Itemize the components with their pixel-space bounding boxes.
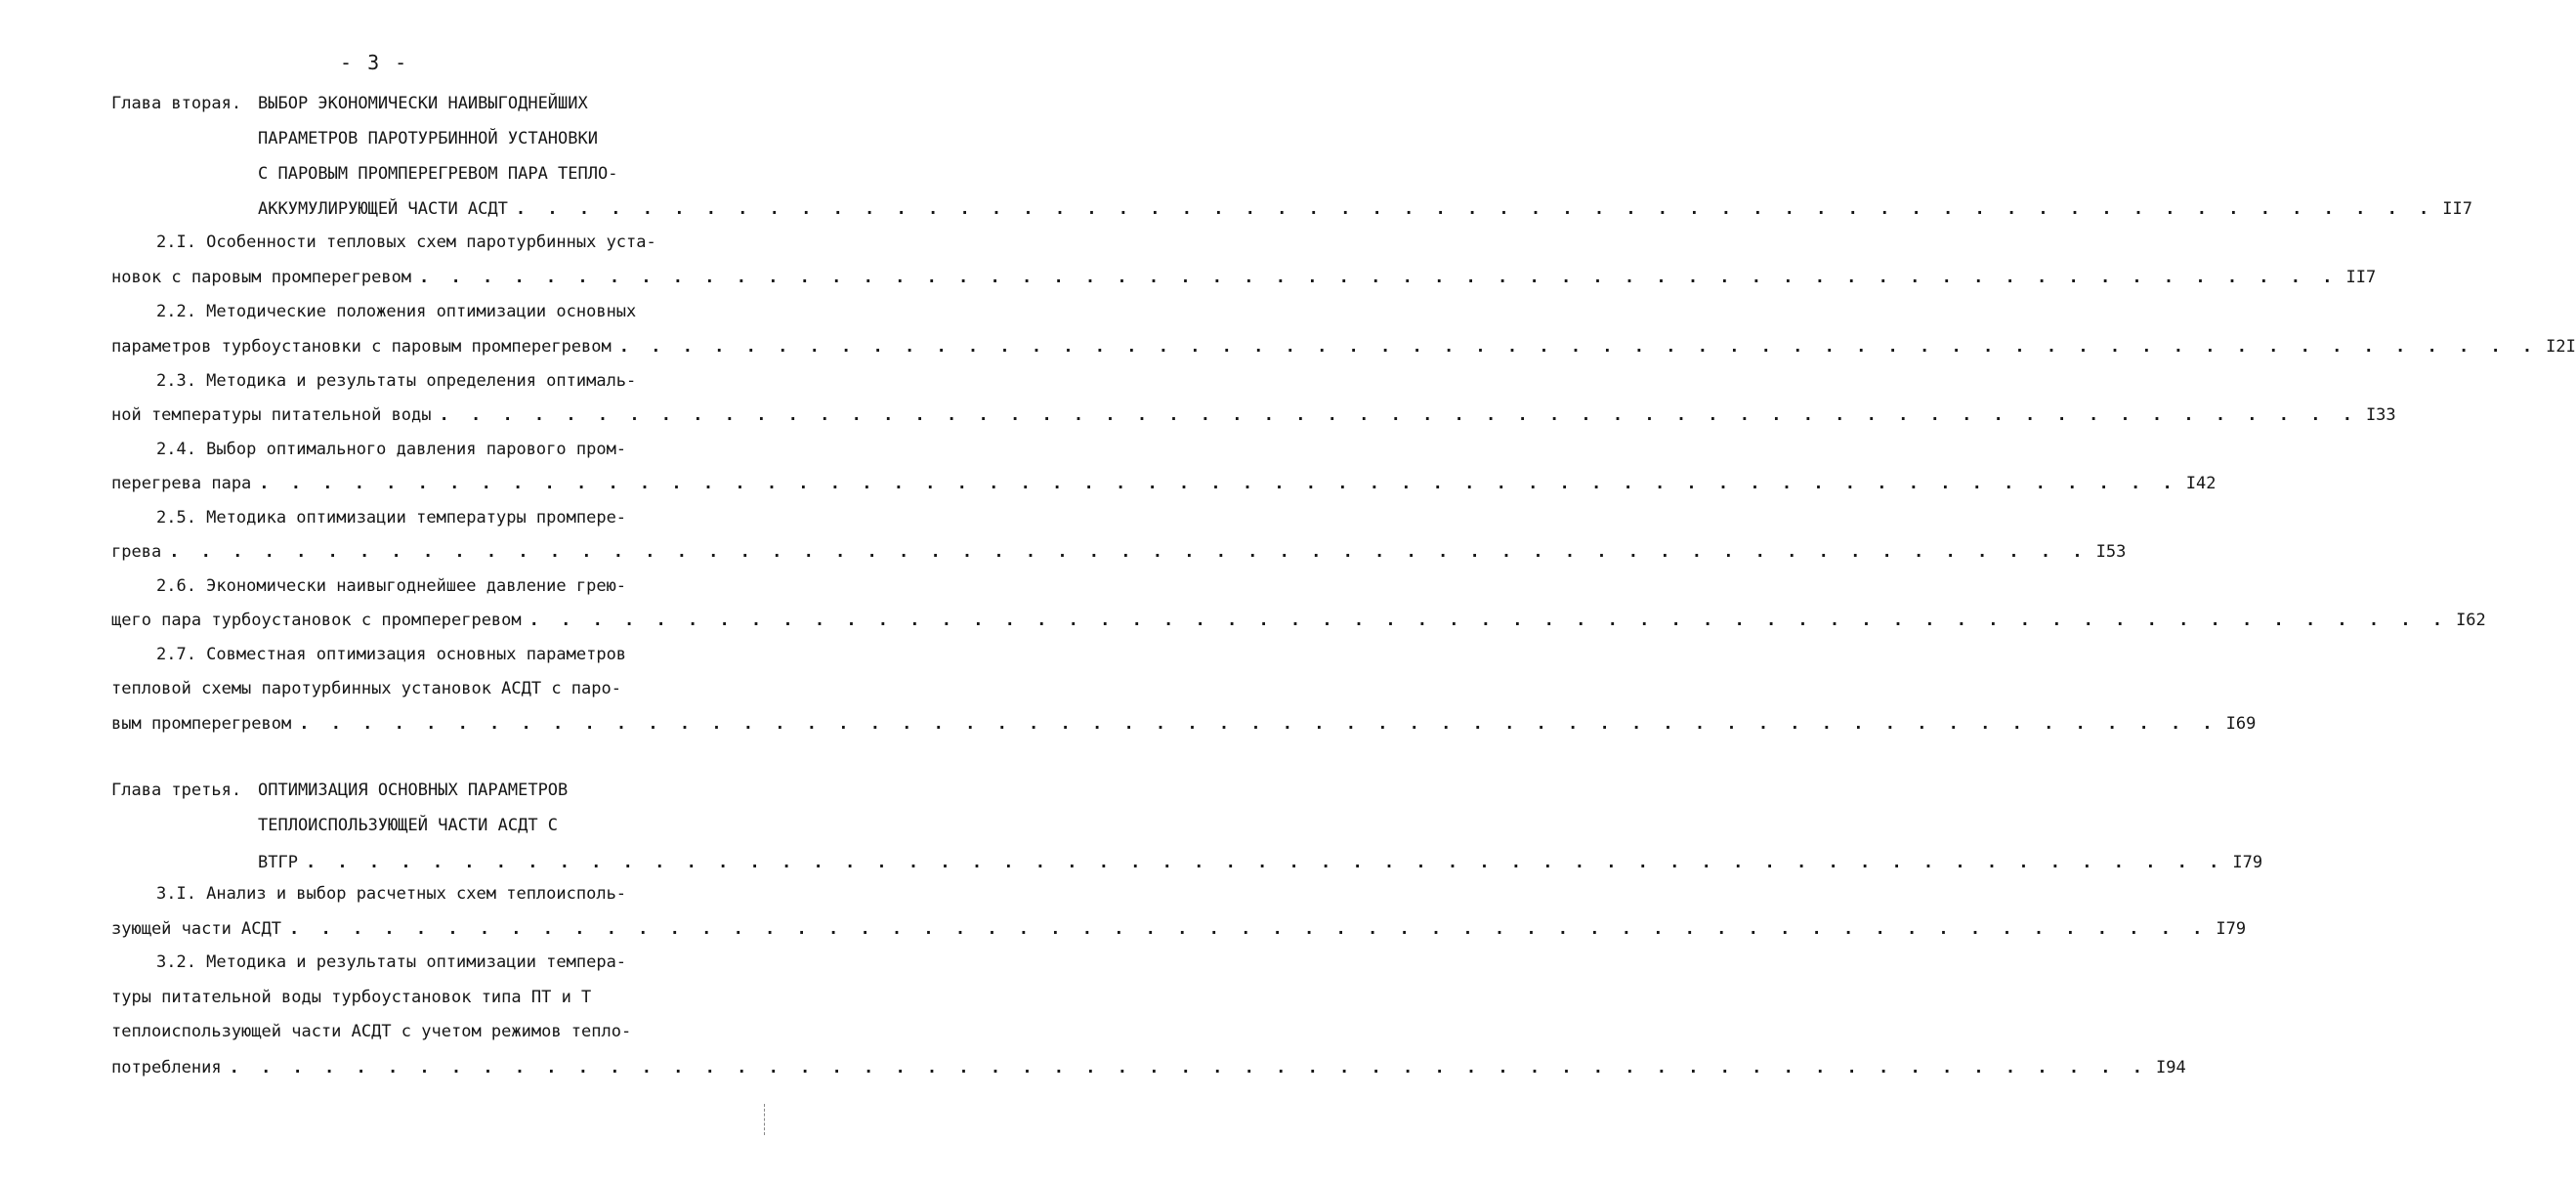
section-3-1-entry [111,917,2247,941]
chapter3-title-line-2: ТЕПЛОИСПОЛЬЗУЮЩЕЙ ЧАСТИ АСДТ С [258,816,559,835]
chapter2-label: Глава вторая. [111,94,242,113]
section-2-1-page: II7 [2345,268,2377,287]
section-2-2-line-1: 2.2. Методические положения оптимизации основных [156,302,637,321]
section-2-1-line-1: 2.I. Особенности тепловых схем паротурбинных уста- [156,232,656,252]
section-2-4-line-2: перегрева пара [111,474,252,493]
section-2-6-page: I62 [2456,611,2486,630]
section-2-7-page: I69 [2225,714,2257,734]
chapter2-page: II7 [2442,199,2473,219]
chapter2-title-entry [258,197,2473,221]
chapter2-title-line-4: АККУМУЛИРУЮЩЕЙ ЧАСТИ АСДТ [258,199,508,219]
section-2-6-line-1: 2.6. Экономически наивыгоднейшее давление грею- [156,576,627,596]
section-2-4-entry [111,472,2217,495]
section-2-7-line-3: вым промперегревом [111,714,292,734]
toc-leader: . . . . . . . . . . . . . . . . . . . . . . . . . . . . . . . . . . . . . . . . . . . . . . . . . . . . . . . . . . . . . [259,474,2178,493]
section-2-5-page: I53 [2095,542,2127,562]
toc-leader: . . . . . . . . . . . . . . . . . . . . . . . . . . . . . . . . . . . . . . . . . . . . . . . . . . . . . . . . . . . . . [299,714,2218,734]
toc-leader: . . . . . . . . . . . . . . . . . . . . . . . . . . . . . . . . . . . . . . . . . . . . . . . . . . . . . . . . . . . . . [515,199,2435,219]
section-2-2-page: I2I [2546,337,2576,357]
section-3-1-line-1: 3.I. Анализ и выбор расчетных схем теплоисполь- [156,884,627,904]
chapter3-title-line-1: ОПТИМИЗАЦИЯ ОСНОВНЫХ ПАРАМЕТРОВ [258,781,569,800]
section-3-2-page: I94 [2156,1058,2186,1077]
section-2-7-line-2: тепловой схемы паротурбинных установок АСДТ с паро- [111,679,621,698]
section-2-5-line-1: 2.5. Методика оптимизации температуры промпере- [156,508,627,528]
section-2-5-entry [111,540,2127,564]
section-3-2-line-1: 3.2. Методика и результаты оптимизации темпера- [156,952,627,972]
section-3-2-entry [111,1056,2186,1079]
toc-leader: . . . . . . . . . . . . . . . . . . . . . . . . . . . . . . . . . . . . . . . . . . . . . . . . . . . . . . . . . . . . . [229,1058,2149,1077]
section-2-4-line-1: 2.4. Выбор оптимального давления парового пром- [156,440,627,459]
page-number: - 3 - [340,51,409,74]
chapter3-page: I79 [2232,853,2263,872]
section-2-2-line-2: параметров турбоустановки с паровым промперегревом [111,337,612,357]
toc-leader: . . . . . . . . . . . . . . . . . . . . . . . . . . . . . . . . . . . . . . . . . . . . . . . . . . . . . . . . . . . . . [289,919,2209,939]
section-2-6-entry [111,609,2486,632]
section-2-1-entry [111,266,2377,289]
toc-leader: . . . . . . . . . . . . . . . . . . . . . . . . . . . . . . . . . . . . . . . . . . . . . . . . . . . . . . . . . . . . . [419,268,2339,287]
toc-leader: . . . . . . . . . . . . . . . . . . . . . . . . . . . . . . . . . . . . . . . . . . . . . . . . . . . . . . . . . . . . . [305,853,2225,872]
toc-leader: . . . . . . . . . . . . . . . . . . . . . . . . . . . . . . . . . . . . . . . . . . . . . . . . . . . . . . . . . . . . . [528,611,2449,630]
chapter3-label: Глава третья. [111,781,242,800]
section-2-3-line-2: ной температуры питательной воды [111,405,432,425]
section-2-7-entry [111,712,2257,736]
section-2-3-page: I33 [2365,405,2396,425]
toc-leader: . . . . . . . . . . . . . . . . . . . . . . . . . . . . . . . . . . . . . . . . . . . . . . . . . . . . . . . . . . . . . [169,542,2089,562]
section-3-2-line-4: потребления [111,1058,222,1077]
toc-leader: . . . . . . . . . . . . . . . . . . . . . . . . . . . . . . . . . . . . . . . . . . . . . . . . . . . . . . . . . . . . . [439,405,2358,425]
section-2-7-line-1: 2.7. Совместная оптимизация основных параметров [156,645,627,664]
chapter2-title-line-3: С ПАРОВЫМ ПРОМПЕРЕГРЕВОМ ПАРА ТЕПЛО- [258,164,618,184]
section-2-3-line-1: 2.3. Методика и результаты определения оптималь- [156,371,637,391]
chapter2-title-line-1: ВЫБОР ЭКОНОМИЧЕСКИ НАИВЫГОДНЕЙШИХ [258,94,588,113]
chapter3-title-line-3: ВТГР [258,853,298,872]
section-3-1-page: I79 [2216,919,2247,939]
section-3-2-line-3: теплоиспользующей части АСДТ с учетом режимов тепло- [111,1022,632,1041]
section-2-3-entry [111,403,2396,427]
section-2-5-line-2: грева [111,542,162,562]
section-2-4-page: I42 [2185,474,2217,493]
section-2-2-entry [111,335,2576,359]
chapter2-title-line-2: ПАРАМЕТРОВ ПАРОТУРБИННОЙ УСТАНОВКИ [258,129,598,148]
toc-leader: . . . . . . . . . . . . . . . . . . . . . . . . . . . . . . . . . . . . . . . . . . . . . . . . . . . . . . . . . . . . . [618,337,2539,357]
chapter3-title-entry [258,851,2263,874]
section-2-6-line-2: щего пара турбоустановок с промперегревом [111,611,522,630]
section-3-1-line-2: зующей части АСДТ [111,919,281,939]
section-2-1-line-2: новок с паровым промперегревом [111,268,412,287]
scan-edge-mark [764,1104,766,1135]
section-3-2-line-2: туры питательной воды турбоустановок типа ПТ и Т [111,988,592,1007]
